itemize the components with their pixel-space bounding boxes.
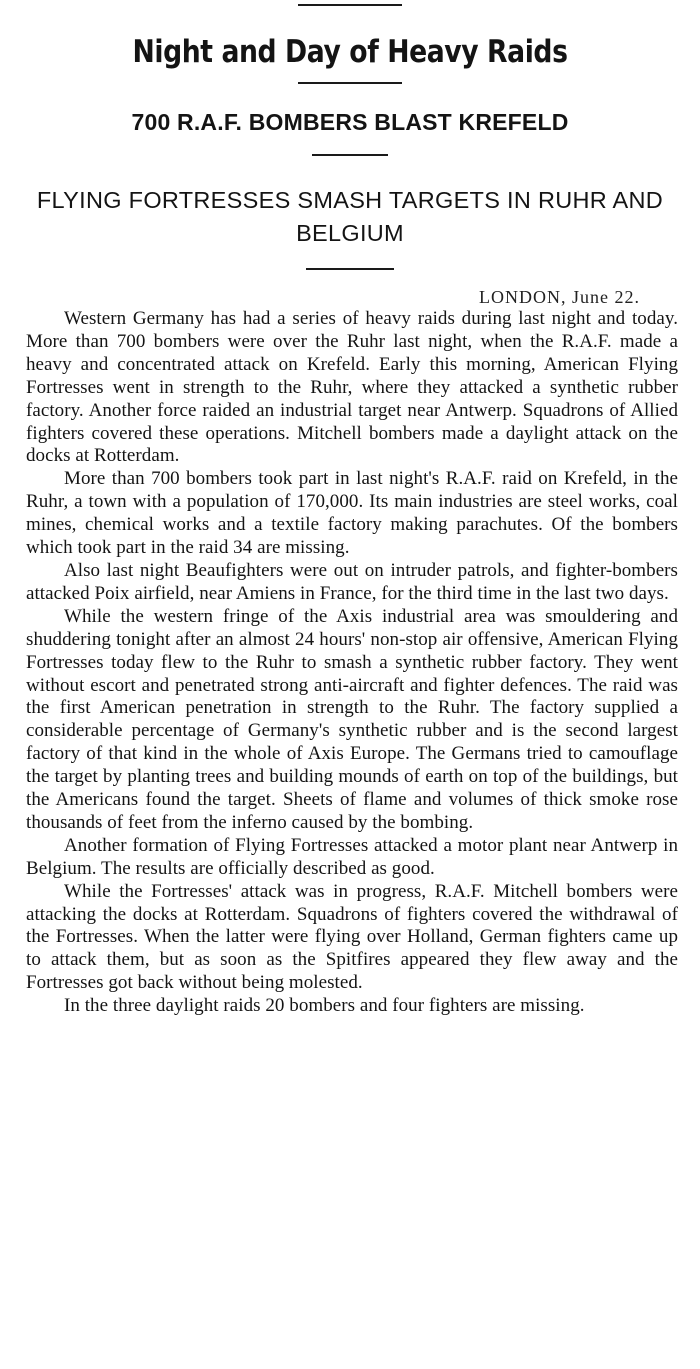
dateline: LONDON, June 22. — [479, 287, 640, 307]
paragraph: While the Fortresses' attack was in progress, R.A.F. Mitchell bombers were attacking the docks at Rotterdam. Squadrons of fighters covered the withdrawal of the Fortresses. When the latter were flying over Holland, German fighters came up to attack them, but as soon as the Spitfires appeared they flew away and the Fortresses got back without being molested. — [26, 880, 678, 994]
subheading-bombers: 700 R.A.F. BOMBERS BLAST KREFELD — [131, 109, 569, 135]
rule-after-subheading-1 — [312, 154, 388, 156]
rule-top — [298, 4, 402, 6]
paragraph: While the western fringe of the Axis industrial area was smouldering and shuddering tonight after an almost 24 hours' non-stop air offensive, American Flying Fortresses today flew to the Ruhr to smash a synthetic rubber factory. They went without escort and penetrated strong anti-aircraft and fighter defences. The raid was the first American penetration in strength to the Ruhr. The factory supplied a considerable percentage of Germany's synthetic rubber and is the second largest factory of that kind in the whole of Axis Europe. The Germans tried to camouflage the target by planting trees and building mounds of earth on top of the buildings, but the Americans found the target. Sheets of flame and volumes of thick smoke rose thousands of feet from the inferno caused by the bombing. — [26, 605, 678, 833]
paragraph: In the three daylight raids 20 bombers and four fighters are missing. — [64, 995, 585, 1017]
paragraph: Also last night Beaufighters were out on intruder patrols, and fighter-bombers attacked Poix airfield, near Amiens in France, for the third time in the last two days. — [26, 559, 678, 604]
rule-after-subheading-2 — [306, 268, 394, 270]
rule-after-headline — [298, 82, 402, 84]
article-body — [0, 308, 700, 1018]
paragraph: More than 700 bombers took part in last night's R.A.F. raid on Krefeld, in the Ruhr, a town with a population of 170,000. Its main industries are steel works, coal mines, chemical works and a textile factory making parachutes. Of the bombers which took part in the raid 34 are missing. — [26, 468, 678, 559]
paragraph: Another formation of Flying Fortresses attacked a motor plant near Antwerp in Belgium. The results are officially described as good. — [26, 834, 678, 879]
subheading-fortresses: FLYING FORTRESSES SMASH TARGETS IN RUHR AND BELGIUM — [36, 187, 664, 246]
paragraph: Western Germany has had a series of heavy raids during last night and today. More than 700 bombers were over the Ruhr last night, when the R.A.F. made a heavy and concentrated attack on Krefeld. Early this morning, American Flying Fortresses went in strength to the Ruhr, where they attacked a synthetic rubber factory. Another force raided an industrial target near Antwerp. Squadrons of Allied fighters covered these operations. Mitchell bombers made a daylight attack on the docks at Rotterdam. — [26, 308, 678, 467]
headline: Night and Day of Heavy Raids — [132, 34, 568, 70]
